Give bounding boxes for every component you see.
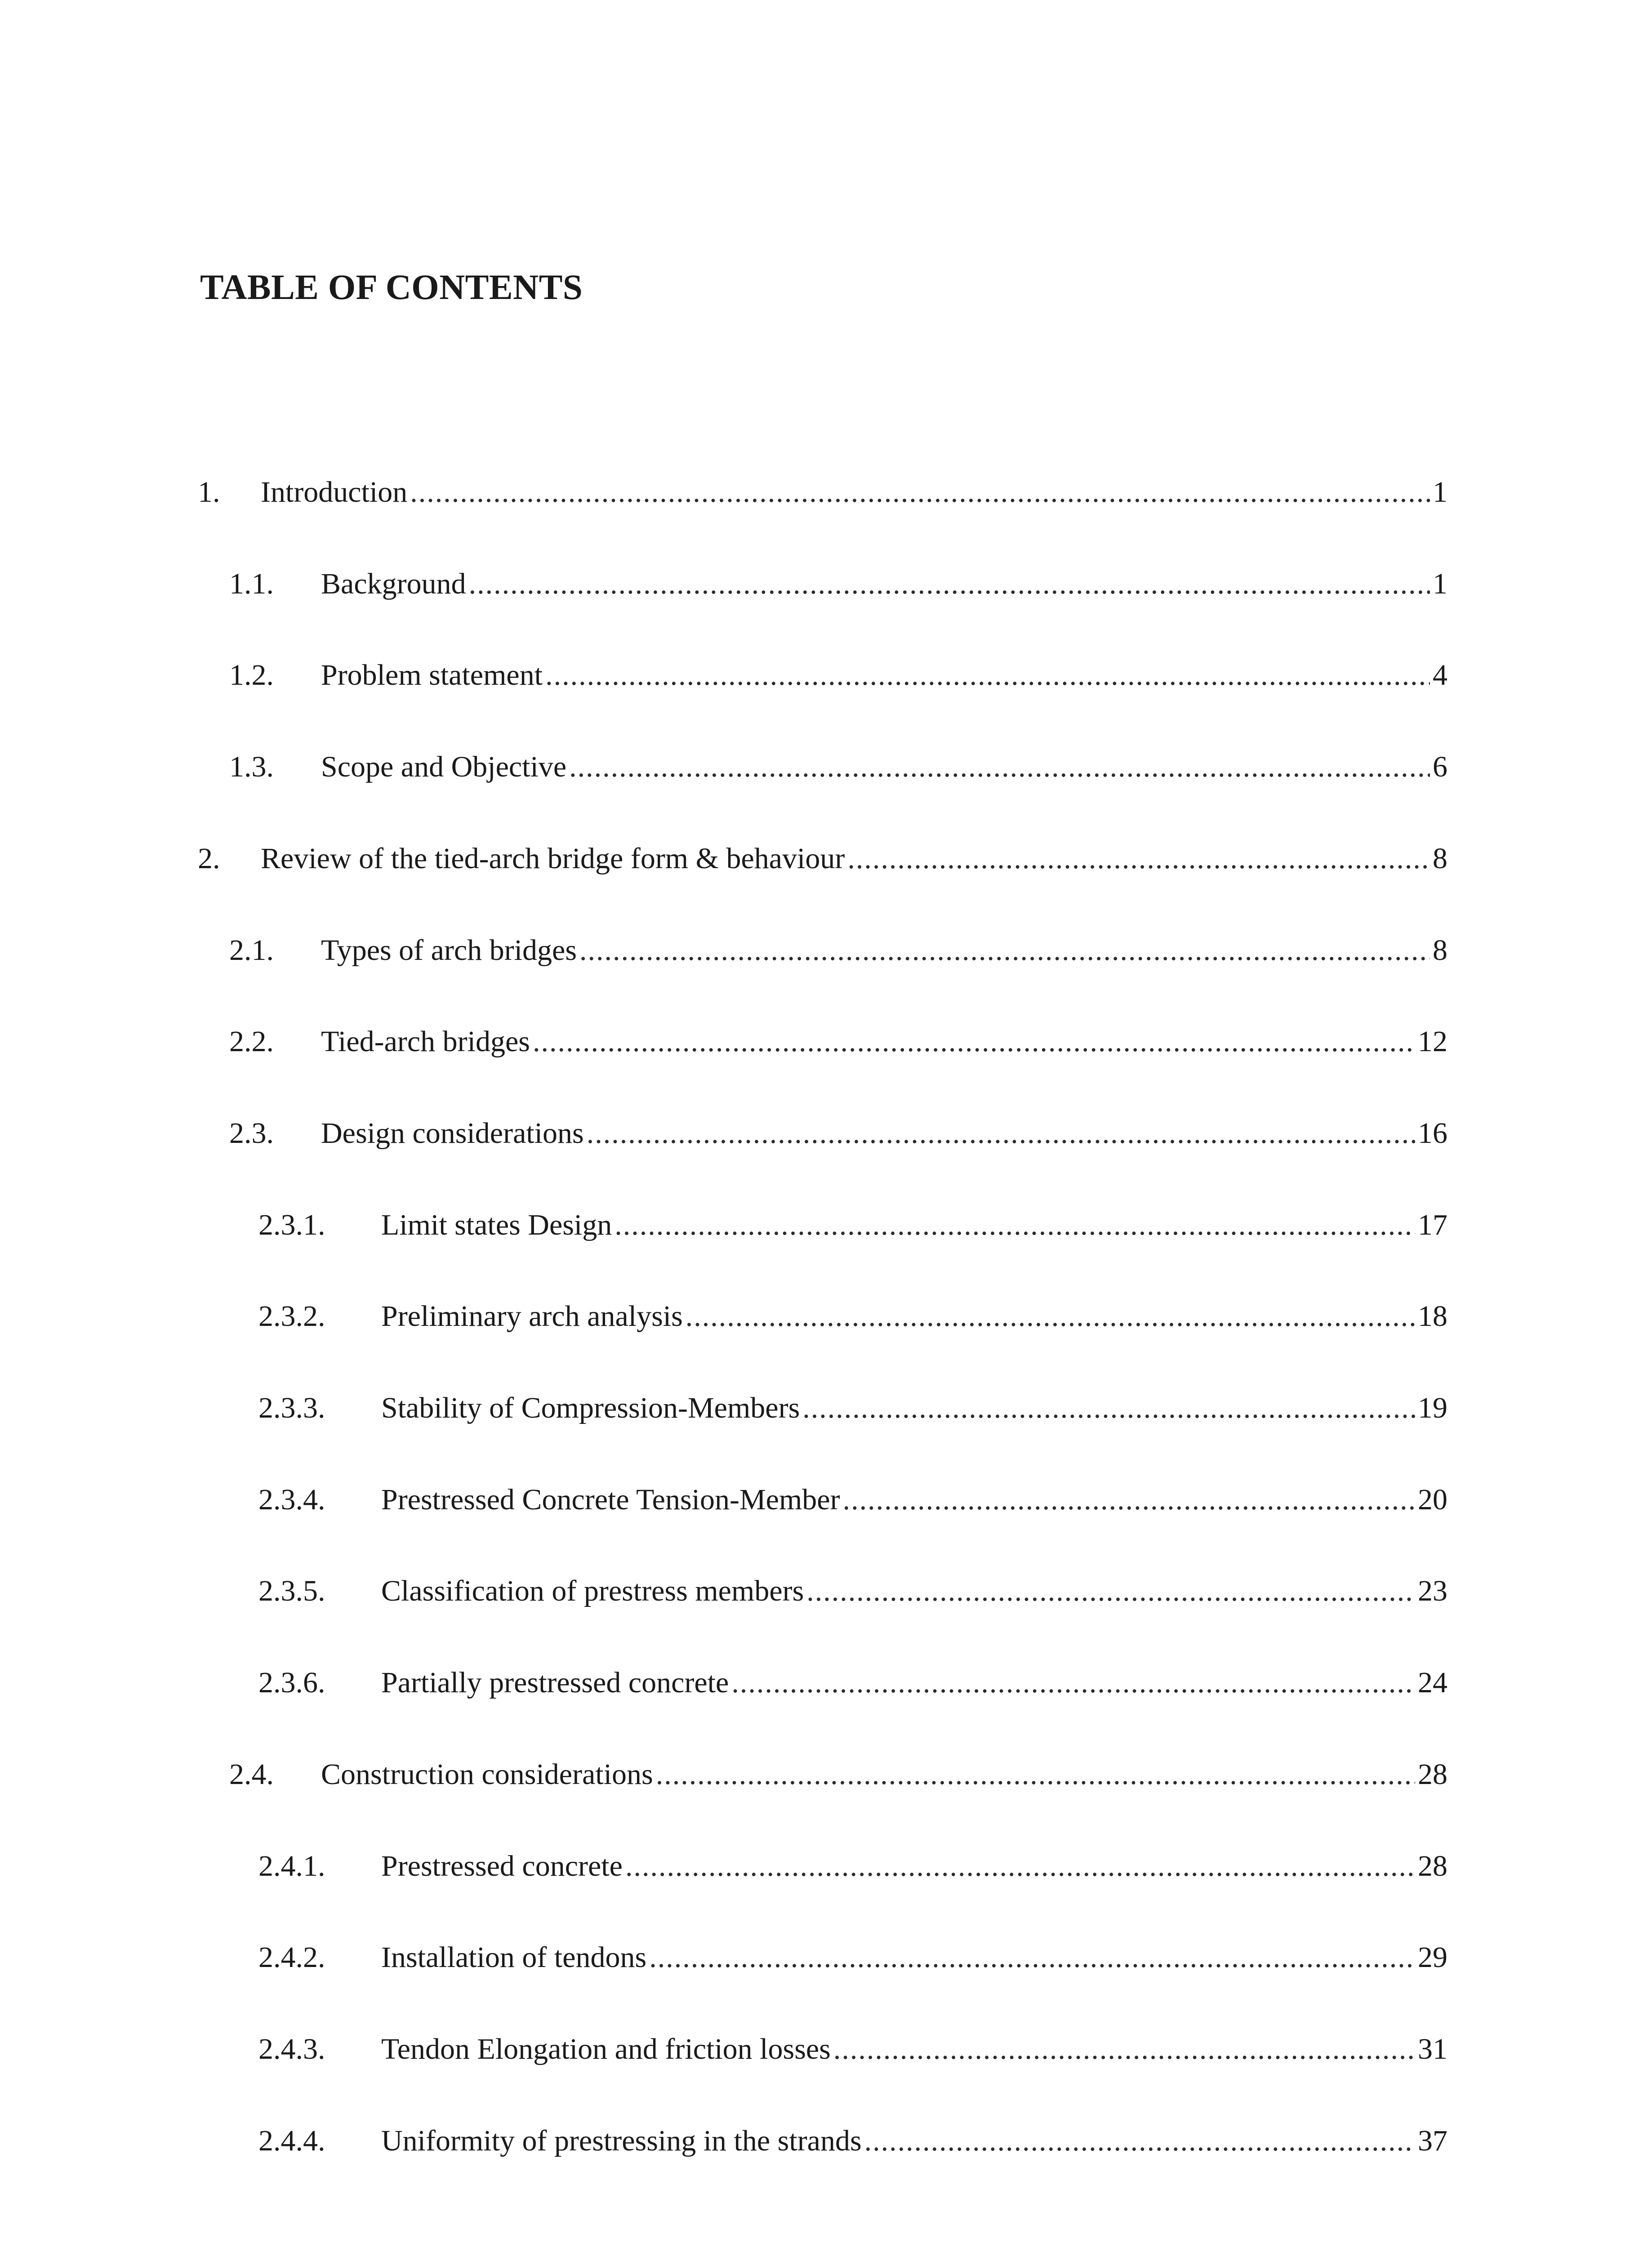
toc-entry-label: Stability of Compression-Members [381, 1392, 800, 1424]
toc-entry-label: Partially prestressed concrete [381, 1666, 729, 1699]
toc-entry[interactable] [229, 1019, 1447, 1064]
dot-leader [847, 836, 1430, 881]
dot-leader [864, 2119, 1415, 2163]
toc-entry-number: 1.1. [229, 567, 274, 600]
dot-leader [806, 1569, 1415, 1614]
toc-entry-page-number: 28 [1418, 1850, 1447, 1882]
toc-entry[interactable] [258, 1386, 1447, 1431]
toc-entry-label: Limit states Design [381, 1209, 612, 1241]
toc-entry[interactable] [229, 745, 1447, 789]
toc-entry-page-number: 24 [1418, 1666, 1447, 1699]
dot-leader [802, 1386, 1415, 1431]
toc-entry-number: 2.4. [229, 1758, 274, 1791]
toc-entry-number: 2.4.3. [258, 2033, 325, 2065]
toc-entry-label: Introduction [261, 476, 408, 508]
dot-leader [843, 1477, 1415, 1522]
dot-leader [469, 562, 1430, 607]
toc-entry[interactable] [258, 1203, 1447, 1248]
toc-entry-page-number: 18 [1418, 1300, 1447, 1333]
toc-entry-page-number: 12 [1418, 1025, 1447, 1058]
toc-entry-page-number: 31 [1418, 2033, 1447, 2065]
toc-entry-label: Tied-arch bridges [321, 1025, 530, 1058]
toc-entry-number: 2.4.2. [258, 1941, 325, 1974]
toc-entry-page-number: 8 [1433, 934, 1447, 967]
toc-entry[interactable] [258, 1935, 1447, 1980]
toc-entry-label: Construction considerations [321, 1758, 653, 1791]
dot-leader [625, 1844, 1415, 1889]
toc-entry-page-number: 20 [1418, 1483, 1447, 1516]
toc-entry-page-number: 37 [1418, 2124, 1447, 2157]
dot-leader [569, 745, 1430, 789]
toc-entry-number: 1.2. [229, 659, 274, 691]
dot-leader [614, 1203, 1415, 1248]
toc-entry-label: Review of the tied-arch bridge form & behaviour [261, 842, 845, 875]
toc-entry[interactable] [229, 1752, 1447, 1797]
toc-entry-label: Classification of prestress members [381, 1574, 804, 1607]
toc-entry-page-number: 19 [1418, 1392, 1447, 1424]
toc-entry-number: 2. [198, 842, 220, 875]
dot-leader [533, 1019, 1415, 1064]
toc-entry-page-number: 23 [1418, 1574, 1447, 1607]
toc-entry-number: 2.4.4. [258, 2124, 325, 2157]
toc-entry[interactable] [258, 1294, 1447, 1339]
toc-entry-number: 2.3.3. [258, 1392, 325, 1424]
toc-entry-number: 2.4.1. [258, 1850, 325, 1882]
dot-leader [545, 653, 1430, 698]
toc-entry[interactable] [198, 836, 1447, 881]
toc-entry-page-number: 6 [1433, 750, 1447, 783]
toc-entry-number: 2.3.4. [258, 1483, 325, 1516]
toc-entry-label: Scope and Objective [321, 750, 567, 783]
toc-entry-label: Preliminary arch analysis [381, 1300, 683, 1333]
toc-entry-page-number: 1 [1433, 476, 1447, 508]
toc-entry[interactable] [258, 1569, 1447, 1614]
toc-entry[interactable] [229, 1111, 1447, 1156]
toc-entry-number: 2.3.1. [258, 1209, 325, 1241]
toc-entry-label: Installation of tendons [381, 1941, 647, 1974]
toc-entry-number: 2.3. [229, 1117, 274, 1150]
dot-leader [686, 1294, 1415, 1339]
toc-entry-number: 2.3.6. [258, 1666, 325, 1699]
toc-entry-number: 2.3.5. [258, 1574, 325, 1607]
toc-entry-label: Prestressed concrete [381, 1850, 623, 1882]
toc-entry-label: Types of arch bridges [321, 934, 577, 967]
toc-entry[interactable] [258, 2119, 1447, 2163]
toc-entry-page-number: 28 [1418, 1758, 1447, 1791]
page-title: TABLE OF CONTENTS [200, 268, 583, 307]
toc-entry-page-number: 17 [1418, 1209, 1447, 1241]
toc-entry-label: Tendon Elongation and friction losses [381, 2033, 831, 2065]
toc-entry-label: Background [321, 567, 466, 600]
toc-entry[interactable] [229, 562, 1447, 607]
toc-entry-page-number: 4 [1433, 659, 1447, 691]
dot-leader [587, 1111, 1415, 1156]
toc-entry-label: Problem statement [321, 659, 543, 691]
dot-leader [649, 1935, 1415, 1980]
toc-entry-number: 2.1. [229, 934, 274, 967]
dot-leader [410, 470, 1430, 515]
toc-entry[interactable] [258, 1844, 1447, 1889]
toc-entry[interactable] [198, 470, 1447, 515]
toc-entry[interactable] [229, 653, 1447, 698]
toc-entry-page-number: 29 [1418, 1941, 1447, 1974]
toc-entry-label: Uniformity of prestressing in the strands [381, 2124, 862, 2157]
toc-entry[interactable] [258, 1660, 1447, 1705]
dot-leader [656, 1752, 1415, 1797]
dot-leader [731, 1660, 1415, 1705]
toc-entry-page-number: 1 [1433, 567, 1447, 600]
toc-entry[interactable] [258, 2027, 1447, 2072]
toc-entry-label: Design considerations [321, 1117, 584, 1150]
toc-entry-number: 1.3. [229, 750, 274, 783]
toc-entry-number: 2.3.2. [258, 1300, 325, 1333]
toc-entry-number: 1. [198, 476, 220, 508]
toc-entry-label: Prestressed Concrete Tension-Member [381, 1483, 840, 1516]
toc-entry-number: 2.2. [229, 1025, 274, 1058]
dot-leader [579, 928, 1430, 973]
toc-entry[interactable] [258, 1477, 1447, 1522]
toc-entry-page-number: 8 [1433, 842, 1447, 875]
toc-entry[interactable] [229, 928, 1447, 973]
toc-entry-page-number: 16 [1418, 1117, 1447, 1150]
dot-leader [833, 2027, 1415, 2072]
